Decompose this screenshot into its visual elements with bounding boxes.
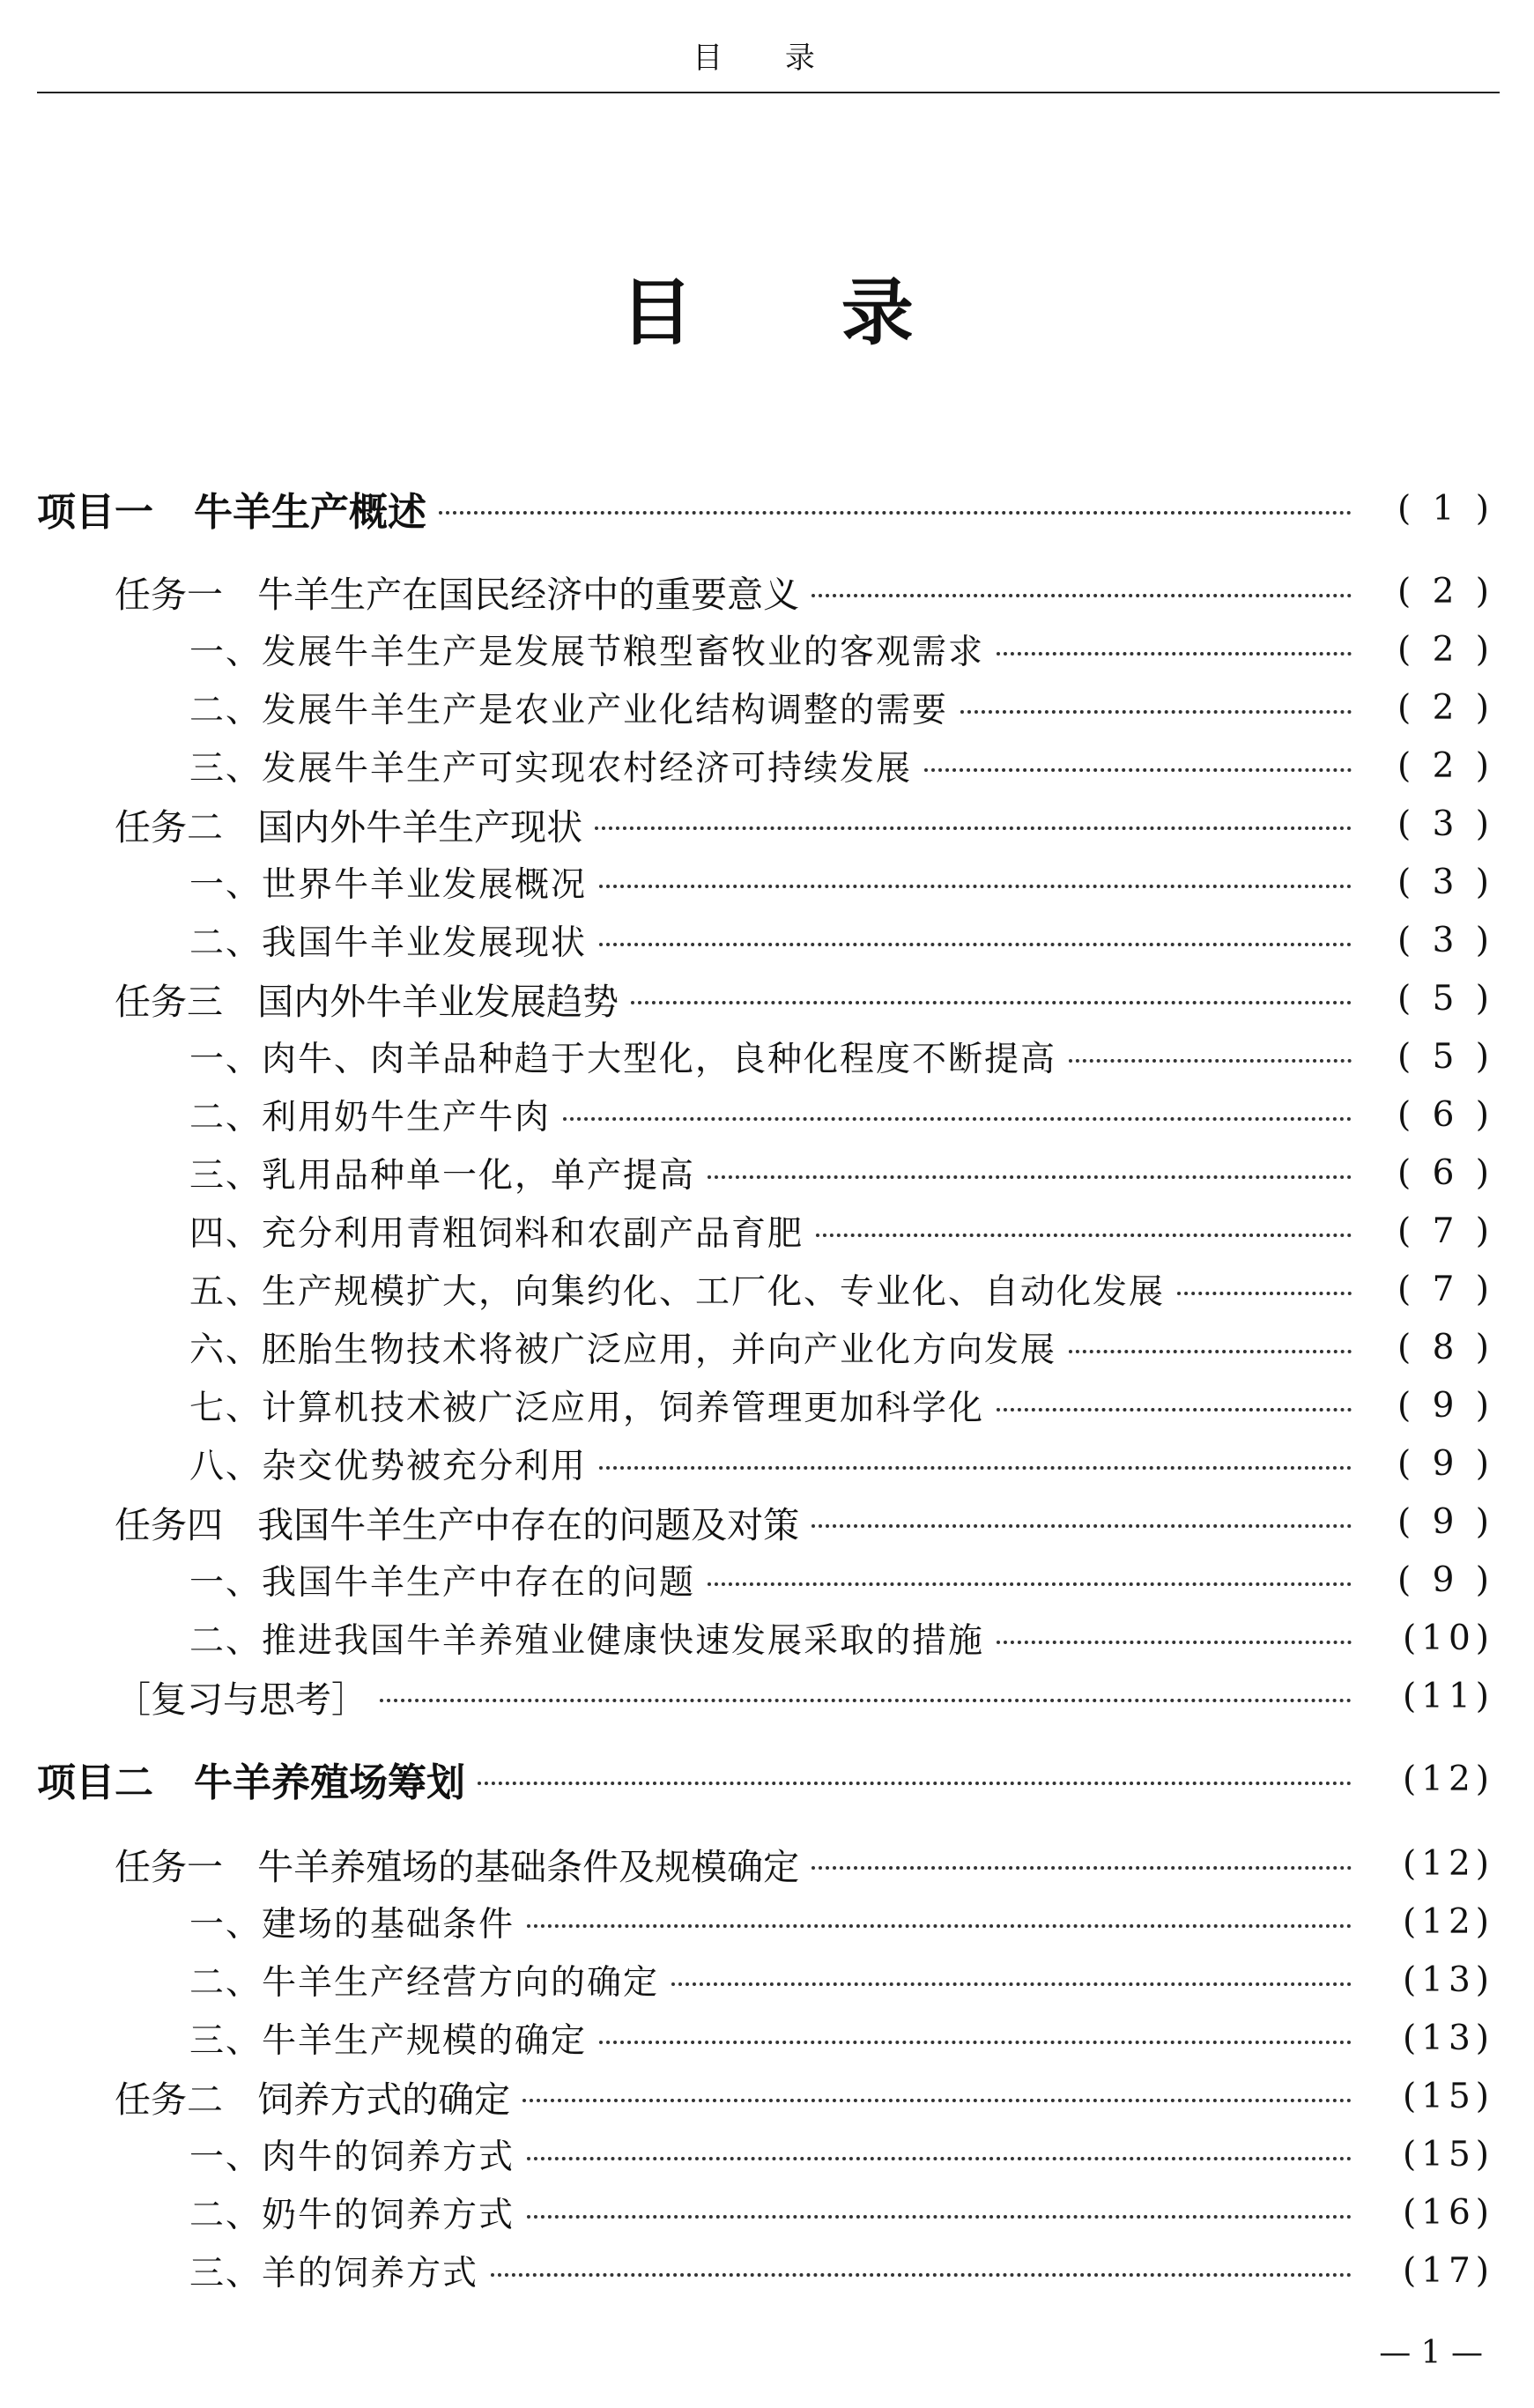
toc-entry-label: 项目一 牛羊生产概述 (37, 490, 426, 535)
dot-leader (599, 1466, 1352, 1470)
toc-entry-page: ( 8 ) (1397, 1327, 1494, 1367)
dot-leader (811, 594, 1352, 597)
toc-entry-page: (12) (1402, 1759, 1494, 1799)
toc-entry-page: ( 2 ) (1397, 571, 1494, 611)
toc-entry-page: (10) (1402, 1618, 1494, 1658)
toc-entry-page: (17) (1402, 2250, 1494, 2291)
toc-entry-label: 二、推进我国牛羊养殖业健康快速发展采取的措施 (189, 1621, 985, 1661)
dot-leader (527, 2157, 1352, 2160)
toc-entry-item[interactable] (189, 1261, 1494, 1317)
toc-entry-label: 一、我国牛羊生产中存在的问题 (189, 1563, 696, 1603)
toc-entry-label: 项目二 牛羊养殖场筹划 (37, 1760, 465, 1805)
toc-entry-label: 七、计算机技术被广泛应用，饲养管理更加科学化 (189, 1389, 985, 1428)
toc-entry-item[interactable] (189, 679, 1494, 736)
toc-entry-item[interactable] (189, 1952, 1494, 2008)
toc-entry-label: 任务二 饲养方式的确定 (115, 2078, 511, 2121)
toc-entry-page: ( 3 ) (1397, 862, 1494, 902)
toc-entry-label: 任务二 国内外牛羊生产现状 (115, 805, 583, 848)
toc-entry-label: 一、建场的基础条件 (189, 1905, 515, 1945)
toc-entry-item[interactable] (189, 1377, 1494, 1434)
toc-entry-item[interactable] (189, 1552, 1494, 1608)
toc-entry-page: ( 7 ) (1397, 1211, 1494, 1251)
toc-entry-page: ( 6 ) (1397, 1152, 1494, 1193)
toc-entry-label: 任务一 牛羊养殖场的基础条件及规模确定 (115, 1845, 800, 1888)
toc-entry-page: ( 3 ) (1397, 804, 1494, 844)
dot-leader (595, 826, 1352, 830)
dot-leader (960, 710, 1352, 714)
dot-leader (997, 652, 1352, 656)
toc-entry-page: ( 2 ) (1397, 629, 1494, 670)
page-number: — 1 — (1379, 2335, 1483, 2371)
toc-entry-page: ( 9 ) (1397, 1443, 1494, 1484)
toc-entry-item[interactable] (189, 737, 1494, 794)
toc-entry-page: (16) (1402, 2192, 1494, 2233)
toc-entry-task[interactable] (115, 1835, 1494, 1892)
toc-entry-label: 三、乳用品种单一化，单产提高 (189, 1156, 696, 1196)
toc-entry-item[interactable] (189, 2126, 1494, 2182)
page-title: 目 录 (620, 271, 975, 355)
toc-entry-page: ( 9 ) (1397, 1385, 1494, 1426)
toc-entry-task[interactable] (115, 563, 1494, 619)
dot-leader (811, 1866, 1352, 1870)
toc-entry-project[interactable] (37, 1751, 1494, 1807)
toc-entry-label: 任务一 牛羊生产在国民经济中的重要意义 (115, 573, 800, 616)
toc-entry-page: (13) (1402, 2018, 1494, 2058)
toc-entry-label: 三、牛羊生产规模的确定 (189, 2021, 588, 2061)
dot-leader (708, 1582, 1352, 1586)
toc-entry-label: 五、生产规模扩大，向集约化、工厂化、专业化、自动化发展 (189, 1272, 1166, 1312)
dot-leader (599, 885, 1352, 888)
toc-entry-label: 二、我国牛羊业发展现状 (189, 923, 588, 963)
toc-entry-page: (11) (1402, 1676, 1494, 1716)
toc-entry-page: ( 1 ) (1397, 488, 1494, 529)
dot-leader (1069, 1059, 1352, 1063)
toc-entry-label: 四、充分利用青粗饲料和农副产品育肥 (189, 1214, 804, 1254)
toc-entry-label: 二、牛羊生产经营方向的确定 (189, 1963, 660, 2003)
toc-entry-page: (15) (1402, 2134, 1494, 2175)
dot-leader (708, 1175, 1352, 1179)
dot-leader (522, 2099, 1352, 2102)
dot-leader (491, 2273, 1352, 2277)
toc-entry-task[interactable] (115, 970, 1494, 1026)
toc-entry-page: ( 5 ) (1397, 978, 1494, 1019)
dot-leader (1069, 1350, 1352, 1353)
dot-leader (671, 1982, 1352, 1986)
toc-entry-item[interactable] (189, 1203, 1494, 1259)
toc-entry-label: 三、发展牛羊生产可实现农村经济可持续发展 (189, 749, 913, 789)
toc-entry-label: 八、杂交优势被充分利用 (189, 1447, 588, 1486)
toc-entry-page: ( 5 ) (1397, 1036, 1494, 1077)
toc-entry-page: (15) (1402, 2076, 1494, 2116)
toc-entry-page: ( 6 ) (1397, 1094, 1494, 1135)
toc-entry-label: 一、肉牛的饲养方式 (189, 2138, 515, 2177)
toc-entry-item[interactable] (189, 2184, 1494, 2241)
dot-leader (631, 1001, 1352, 1004)
toc-entry-label: ［复习与思考］ (115, 1678, 367, 1721)
toc-entry-page: ( 3 ) (1397, 920, 1494, 960)
toc-entry-item[interactable] (189, 2010, 1494, 2066)
toc-entry-label: 二、奶牛的饲养方式 (189, 2196, 515, 2235)
toc-entry-label: 六、胚胎生物技术将被广泛应用，并向产业化方向发展 (189, 1330, 1057, 1370)
toc-entry-label: 任务三 国内外牛羊业发展趋势 (115, 980, 619, 1023)
toc-entry-label: 任务四 我国牛羊生产中存在的问题及对策 (115, 1503, 800, 1546)
dot-leader (439, 511, 1352, 515)
toc-entry-item[interactable] (189, 1028, 1494, 1085)
dot-leader (1177, 1292, 1352, 1295)
toc-entry-item[interactable] (189, 621, 1494, 678)
dot-leader (599, 943, 1352, 946)
dot-leader (599, 2041, 1352, 2044)
toc-entry-label: 三、羊的饲养方式 (189, 2254, 479, 2293)
toc-entry-page: ( 9 ) (1397, 1501, 1494, 1542)
toc-entry-item[interactable] (189, 912, 1494, 968)
toc-entry-page: ( 7 ) (1397, 1269, 1494, 1309)
toc-entry-item[interactable] (189, 1086, 1494, 1143)
toc-entry-label: 一、世界牛羊业发展概况 (189, 865, 588, 905)
dot-leader (997, 1641, 1352, 1644)
toc-entry-page: ( 2 ) (1397, 745, 1494, 786)
dot-leader (478, 1782, 1352, 1785)
running-head: 目 录 (693, 41, 841, 76)
dot-leader (811, 1524, 1352, 1528)
toc-entry-page: (12) (1402, 1901, 1494, 1942)
toc-entry-page: (12) (1402, 1843, 1494, 1884)
toc-entry-item[interactable] (189, 1435, 1494, 1492)
toc-entry-item[interactable] (189, 2242, 1494, 2299)
toc-entry-label: 一、发展牛羊生产是发展节粮型畜牧业的客观需求 (189, 633, 985, 672)
toc-entry-item[interactable] (189, 1145, 1494, 1201)
toc-entry-task[interactable] (115, 1493, 1494, 1550)
toc-entry-item[interactable] (189, 1893, 1494, 1950)
toc-entry-project[interactable] (37, 480, 1494, 537)
dot-leader (816, 1234, 1352, 1237)
toc-entry-page: ( 9 ) (1397, 1560, 1494, 1600)
toc-entry-label: 一、肉牛、肉羊品种趋于大型化，良种化程度不断提高 (189, 1040, 1057, 1079)
toc-entry-task[interactable] (115, 2068, 1494, 2124)
toc-entry-task[interactable] (115, 796, 1494, 852)
toc-entry-label: 二、利用奶牛生产牛肉 (189, 1098, 552, 1137)
dot-leader (527, 1924, 1352, 1928)
dot-leader (563, 1117, 1352, 1121)
dot-leader (924, 768, 1352, 772)
toc-entry-label: 二、发展牛羊生产是农业产业化结构调整的需要 (189, 691, 949, 730)
toc-entry-item[interactable] (189, 1610, 1494, 1666)
toc-entry-page: ( 2 ) (1397, 687, 1494, 728)
dot-leader (380, 1699, 1352, 1702)
header-rule (37, 92, 1500, 93)
toc-entry-task[interactable] (115, 1668, 1494, 1724)
toc-entry-item[interactable] (189, 1319, 1494, 1375)
dot-leader (997, 1408, 1352, 1411)
dot-leader (527, 2215, 1352, 2219)
toc-entry-page: (13) (1402, 1960, 1494, 2000)
toc-entry-item[interactable] (189, 854, 1494, 910)
